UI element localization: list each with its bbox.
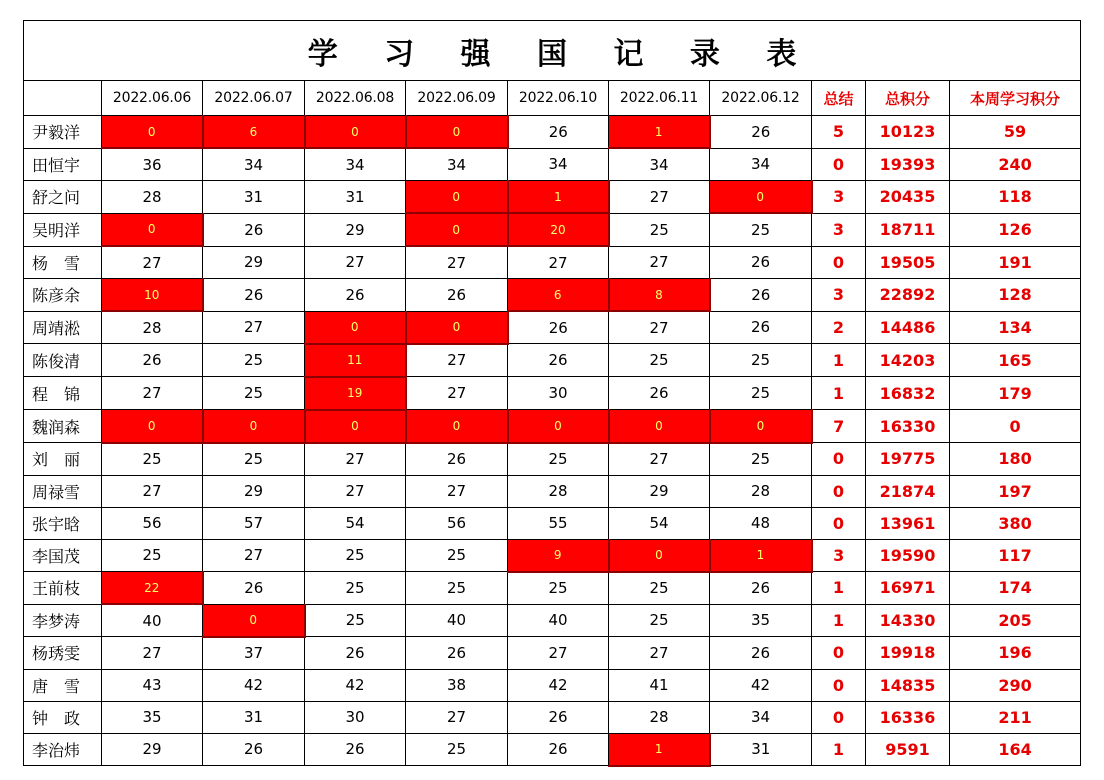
score-cell-low: 20 — [508, 213, 609, 246]
score-cell-low: 1 — [710, 539, 812, 572]
student-row — [24, 669, 1081, 701]
student-name: 周靖淞 — [24, 311, 102, 344]
score-cell-low: 0 — [102, 213, 203, 246]
student-row — [24, 572, 1081, 605]
summary-cell: 2 — [812, 311, 866, 344]
score-cell: 31 — [203, 181, 305, 214]
score-cell: 26 — [406, 637, 508, 670]
score-cell: 27 — [102, 637, 203, 670]
score-cell: 25 — [305, 539, 406, 572]
score-cell: 25 — [102, 443, 203, 476]
score-cell: 26 — [508, 311, 609, 344]
score-cell: 31 — [305, 181, 406, 214]
student-name: 刘 丽 — [24, 443, 102, 476]
score-cell: 25 — [508, 572, 609, 605]
student-name: 魏润森 — [24, 410, 102, 443]
student-row — [24, 539, 1081, 572]
score-cell: 34 — [508, 148, 609, 181]
student-name: 杨琇雯 — [24, 637, 102, 670]
score-cell: 56 — [406, 507, 508, 539]
week-score-cell: 380 — [950, 507, 1081, 539]
score-cell-low: 0 — [710, 181, 812, 214]
total-cell: 14835 — [866, 669, 950, 701]
summary-cell: 0 — [812, 475, 866, 507]
score-cell: 26 — [203, 572, 305, 605]
score-cell: 26 — [710, 246, 812, 279]
score-cell-low: 0 — [406, 311, 508, 344]
summary-cell: 1 — [812, 604, 866, 637]
total-cell: 18711 — [866, 213, 950, 246]
score-cell: 31 — [710, 733, 812, 766]
score-cell: 41 — [609, 669, 710, 701]
score-cell-low: 0 — [102, 410, 203, 443]
score-cell: 26 — [710, 572, 812, 605]
score-cell: 27 — [406, 377, 508, 410]
summary-cell: 5 — [812, 116, 866, 149]
score-cell: 25 — [508, 443, 609, 476]
score-cell: 27 — [609, 637, 710, 670]
total-cell: 13961 — [866, 507, 950, 539]
score-cell-low: 1 — [609, 116, 710, 149]
score-cell-low: 0 — [305, 116, 406, 149]
week-score-cell: 179 — [950, 377, 1081, 410]
student-row — [24, 410, 1081, 443]
score-cell: 27 — [406, 475, 508, 507]
score-cell: 27 — [508, 637, 609, 670]
score-cell: 29 — [305, 213, 406, 246]
score-cell: 29 — [203, 475, 305, 507]
score-cell: 27 — [305, 246, 406, 279]
corner-cell — [24, 81, 102, 116]
score-cell: 37 — [203, 637, 305, 670]
score-cell-low: 0 — [102, 116, 203, 149]
date-header: 2022.06.11 — [609, 81, 710, 116]
date-header: 2022.06.08 — [305, 81, 406, 116]
score-cell: 26 — [203, 213, 305, 246]
score-cell: 25 — [406, 733, 508, 766]
week-header: 本周学习积分 — [950, 81, 1081, 116]
score-cell: 27 — [102, 475, 203, 507]
summary-cell: 3 — [812, 279, 866, 312]
student-name: 张宇晗 — [24, 507, 102, 539]
score-cell: 27 — [305, 475, 406, 507]
score-cell-low: 1 — [609, 733, 710, 766]
score-cell: 28 — [102, 181, 203, 214]
total-cell: 21874 — [866, 475, 950, 507]
student-name: 周禄雪 — [24, 475, 102, 507]
score-cell: 27 — [609, 181, 710, 214]
score-cell: 27 — [102, 377, 203, 410]
score-cell: 26 — [609, 377, 710, 410]
student-name: 李治炜 — [24, 733, 102, 766]
student-name: 王前枝 — [24, 572, 102, 605]
week-score-cell: 211 — [950, 701, 1081, 733]
score-cell: 30 — [305, 701, 406, 733]
score-cell: 25 — [102, 539, 203, 572]
date-header: 2022.06.06 — [102, 81, 203, 116]
score-cell: 27 — [508, 246, 609, 279]
total-cell: 16336 — [866, 701, 950, 733]
score-cell: 40 — [102, 604, 203, 637]
score-cell: 26 — [508, 701, 609, 733]
student-row — [24, 604, 1081, 637]
score-cell-low: 0 — [406, 410, 508, 443]
score-cell: 27 — [406, 246, 508, 279]
score-cell: 34 — [203, 148, 305, 181]
week-score-cell: 134 — [950, 311, 1081, 344]
score-cell: 29 — [102, 733, 203, 766]
week-score-cell: 290 — [950, 669, 1081, 701]
score-cell-low: 0 — [406, 213, 508, 246]
total-cell: 19505 — [866, 246, 950, 279]
score-cell: 57 — [203, 507, 305, 539]
student-row — [24, 279, 1081, 312]
score-cell: 25 — [305, 604, 406, 637]
summary-cell: 1 — [812, 733, 866, 766]
score-cell: 35 — [710, 604, 812, 637]
score-cell: 25 — [406, 572, 508, 605]
student-row — [24, 148, 1081, 181]
summary-cell: 0 — [812, 443, 866, 476]
week-score-cell: 196 — [950, 637, 1081, 670]
total-cell: 14330 — [866, 604, 950, 637]
student-row — [24, 443, 1081, 476]
score-cell: 55 — [508, 507, 609, 539]
score-cell-low: 8 — [609, 279, 710, 312]
score-cell: 28 — [609, 701, 710, 733]
student-row — [24, 213, 1081, 246]
week-score-cell: 164 — [950, 733, 1081, 766]
student-row — [24, 733, 1081, 766]
total-cell: 19590 — [866, 539, 950, 572]
score-cell: 42 — [710, 669, 812, 701]
header-row — [24, 81, 1081, 116]
score-cell: 42 — [508, 669, 609, 701]
summary-cell: 0 — [812, 637, 866, 670]
score-cell: 25 — [609, 213, 710, 246]
score-cell: 25 — [609, 572, 710, 605]
student-row — [24, 246, 1081, 279]
score-cell: 40 — [508, 604, 609, 637]
week-score-cell: 128 — [950, 279, 1081, 312]
score-cell: 27 — [203, 311, 305, 344]
summary-cell: 3 — [812, 181, 866, 214]
score-cell: 26 — [710, 116, 812, 149]
score-cell-low: 11 — [305, 344, 406, 377]
week-score-cell: 191 — [950, 246, 1081, 279]
total-cell: 16330 — [866, 410, 950, 443]
score-cell: 26 — [305, 637, 406, 670]
total-cell: 14203 — [866, 344, 950, 377]
score-cell: 27 — [609, 246, 710, 279]
student-name: 田恒宇 — [24, 148, 102, 181]
student-name: 杨 雪 — [24, 246, 102, 279]
student-name: 李梦涛 — [24, 604, 102, 637]
score-cell: 27 — [203, 539, 305, 572]
student-name: 钟 政 — [24, 701, 102, 733]
score-cell: 26 — [203, 279, 305, 312]
score-cell: 43 — [102, 669, 203, 701]
student-name: 陈彦余 — [24, 279, 102, 312]
score-cell: 48 — [710, 507, 812, 539]
score-cell: 26 — [710, 637, 812, 670]
score-cell: 25 — [609, 344, 710, 377]
score-cell: 28 — [508, 475, 609, 507]
score-cell: 26 — [508, 733, 609, 766]
score-cell: 34 — [710, 701, 812, 733]
week-score-cell: 174 — [950, 572, 1081, 605]
summary-cell: 1 — [812, 572, 866, 605]
week-score-cell: 240 — [950, 148, 1081, 181]
score-cell: 25 — [203, 344, 305, 377]
week-score-cell: 59 — [950, 116, 1081, 149]
score-cell: 29 — [203, 246, 305, 279]
score-cell-low: 6 — [203, 116, 305, 149]
score-cell: 26 — [102, 344, 203, 377]
total-cell: 19918 — [866, 637, 950, 670]
score-cell: 34 — [609, 148, 710, 181]
student-row — [24, 701, 1081, 733]
score-cell-low: 10 — [102, 279, 203, 312]
score-cell: 42 — [203, 669, 305, 701]
score-cell: 36 — [102, 148, 203, 181]
score-cell: 31 — [203, 701, 305, 733]
score-cell: 26 — [710, 279, 812, 312]
date-header: 2022.06.10 — [508, 81, 609, 116]
score-cell: 26 — [203, 733, 305, 766]
total-cell: 10123 — [866, 116, 950, 149]
score-cell: 27 — [609, 311, 710, 344]
score-cell: 26 — [406, 443, 508, 476]
total-cell: 19775 — [866, 443, 950, 476]
date-header: 2022.06.12 — [710, 81, 812, 116]
score-cell-low: 1 — [508, 181, 609, 214]
score-cell: 27 — [406, 701, 508, 733]
score-cell-low: 0 — [508, 410, 609, 443]
week-score-cell: 0 — [950, 410, 1081, 443]
score-cell: 26 — [508, 344, 609, 377]
score-cell: 28 — [710, 475, 812, 507]
week-score-cell: 117 — [950, 539, 1081, 572]
student-name: 程 锦 — [24, 377, 102, 410]
score-cell: 34 — [406, 148, 508, 181]
week-score-cell: 126 — [950, 213, 1081, 246]
score-cell: 27 — [406, 344, 508, 377]
score-cell: 26 — [406, 279, 508, 312]
score-cell: 25 — [710, 213, 812, 246]
student-row — [24, 475, 1081, 507]
score-cell: 34 — [710, 148, 812, 181]
total-cell: 16832 — [866, 377, 950, 410]
summary-cell: 3 — [812, 213, 866, 246]
score-cell: 27 — [305, 443, 406, 476]
score-cell-low: 19 — [305, 377, 406, 410]
summary-cell: 7 — [812, 410, 866, 443]
score-cell-low: 9 — [508, 539, 609, 572]
score-cell: 42 — [305, 669, 406, 701]
summary-cell: 0 — [812, 701, 866, 733]
score-cell: 30 — [508, 377, 609, 410]
score-cell: 54 — [305, 507, 406, 539]
student-name: 尹毅洋 — [24, 116, 102, 149]
total-cell: 16971 — [866, 572, 950, 605]
summary-cell: 0 — [812, 246, 866, 279]
student-name: 舒之问 — [24, 181, 102, 214]
score-cell: 25 — [710, 443, 812, 476]
summary-cell: 1 — [812, 344, 866, 377]
score-cell: 27 — [609, 443, 710, 476]
score-cell: 25 — [203, 377, 305, 410]
student-row — [24, 311, 1081, 344]
score-cell-low: 0 — [406, 181, 508, 214]
score-cell-low: 0 — [609, 410, 710, 443]
score-cell: 29 — [609, 475, 710, 507]
score-cell: 25 — [305, 572, 406, 605]
week-score-cell: 205 — [950, 604, 1081, 637]
week-score-cell: 165 — [950, 344, 1081, 377]
score-cell: 34 — [305, 148, 406, 181]
week-score-cell: 197 — [950, 475, 1081, 507]
score-cell: 26 — [508, 116, 609, 149]
score-cell: 38 — [406, 669, 508, 701]
week-score-cell: 180 — [950, 443, 1081, 476]
student-row — [24, 344, 1081, 377]
student-name: 吴明洋 — [24, 213, 102, 246]
student-row — [24, 507, 1081, 539]
summary-header: 总结 — [812, 81, 866, 116]
score-cell: 54 — [609, 507, 710, 539]
score-cell: 35 — [102, 701, 203, 733]
summary-cell: 3 — [812, 539, 866, 572]
score-cell-low: 6 — [508, 279, 609, 312]
student-name: 唐 雪 — [24, 669, 102, 701]
student-row — [24, 377, 1081, 410]
score-cell: 25 — [406, 539, 508, 572]
score-cell: 25 — [609, 604, 710, 637]
score-cell-low: 0 — [203, 410, 305, 443]
total-cell: 20435 — [866, 181, 950, 214]
score-cell: 27 — [102, 246, 203, 279]
total-cell: 9591 — [866, 733, 950, 766]
score-cell: 40 — [406, 604, 508, 637]
week-score-cell: 118 — [950, 181, 1081, 214]
student-row — [24, 637, 1081, 670]
score-cell-low: 0 — [406, 116, 508, 149]
summary-cell: 0 — [812, 669, 866, 701]
total-cell: 22892 — [866, 279, 950, 312]
score-cell-low: 22 — [102, 572, 203, 605]
student-name: 陈俊清 — [24, 344, 102, 377]
summary-cell: 0 — [812, 507, 866, 539]
date-header: 2022.06.09 — [406, 81, 508, 116]
score-cell: 26 — [305, 733, 406, 766]
summary-cell: 0 — [812, 148, 866, 181]
score-cell-low: 0 — [203, 604, 305, 637]
student-row — [24, 181, 1081, 214]
record-sheet — [23, 20, 1081, 767]
student-name: 李国茂 — [24, 539, 102, 572]
summary-cell: 1 — [812, 377, 866, 410]
score-cell-low: 0 — [710, 410, 812, 443]
score-cell: 26 — [305, 279, 406, 312]
sheet-title: 学 习 强 国 记 录 表 — [24, 21, 1081, 81]
score-cell: 56 — [102, 507, 203, 539]
date-header: 2022.06.07 — [203, 81, 305, 116]
score-cell: 28 — [102, 311, 203, 344]
total-header: 总积分 — [866, 81, 950, 116]
score-cell: 25 — [203, 443, 305, 476]
total-cell: 19393 — [866, 148, 950, 181]
student-row — [24, 116, 1081, 149]
score-cell: 26 — [710, 311, 812, 344]
total-cell: 14486 — [866, 311, 950, 344]
score-cell-low: 0 — [305, 311, 406, 344]
score-cell: 25 — [710, 377, 812, 410]
score-cell-low: 0 — [305, 410, 406, 443]
score-cell: 25 — [710, 344, 812, 377]
score-cell-low: 0 — [609, 539, 710, 572]
